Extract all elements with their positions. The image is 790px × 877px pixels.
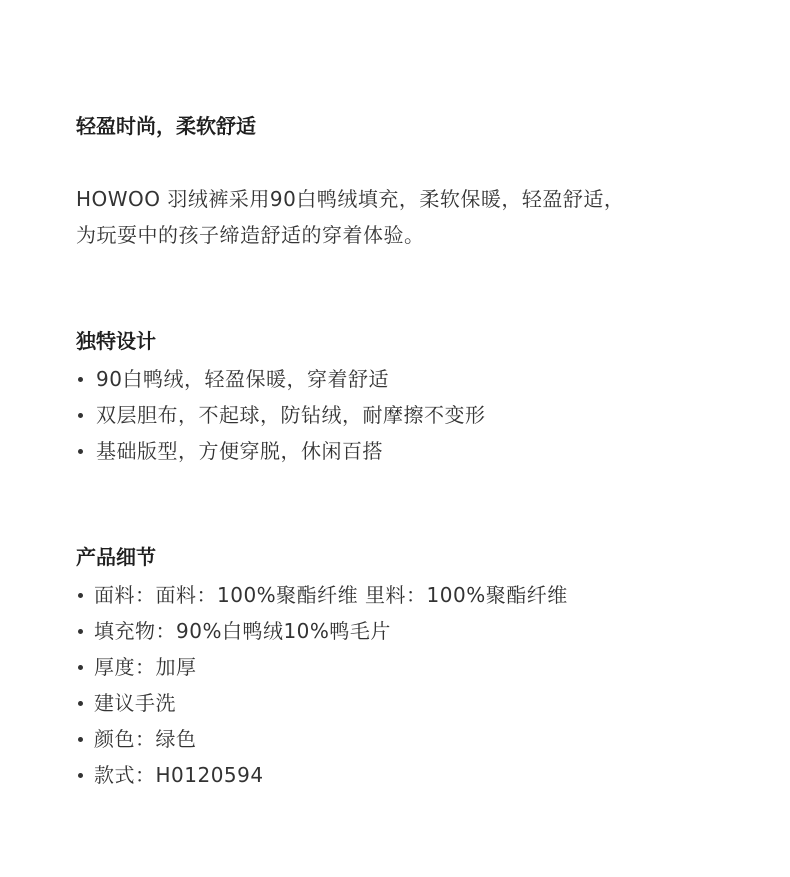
list-item (76, 433, 770, 469)
intro-heading: 轻盈时尚，柔软舒适 (76, 114, 256, 138)
list-item (76, 361, 770, 397)
design-list (76, 361, 770, 469)
design-item-1: 90白鸭绒，轻盈保暖，穿着舒适 (96, 367, 389, 391)
detail-washing: 建议手洗 (94, 691, 176, 715)
bullet-icon (78, 377, 83, 382)
detail-filling: 填充物：90%白鸭绒10%鸭毛片 (94, 619, 391, 643)
intro-line-2: 为玩耍中的孩子缔造舒适的穿着体验。 (76, 223, 425, 247)
list-item (76, 577, 770, 613)
design-section (76, 327, 770, 469)
detail-thickness: 厚度：加厚 (94, 655, 197, 679)
design-item-3: 基础版型，方便穿脱，休闲百搭 (96, 439, 383, 463)
details-list (76, 577, 770, 793)
bullet-icon (78, 593, 83, 598)
bullet-icon (78, 449, 83, 454)
design-item-2: 双层胆布，不起球，防钻绒，耐摩擦不变形 (96, 403, 486, 427)
bullet-icon (78, 665, 83, 670)
list-item (76, 757, 770, 793)
intro-line-1: HOWOO 羽绒裤采用90白鸭绒填充，柔软保暖，轻盈舒适， (76, 187, 625, 211)
list-item (76, 721, 770, 757)
list-item (76, 649, 770, 685)
details-heading: 产品细节 (76, 545, 156, 569)
design-heading: 独特设计 (76, 329, 156, 353)
bullet-icon (78, 629, 83, 634)
bullet-icon (78, 737, 83, 742)
detail-color: 颜色：绿色 (94, 727, 197, 751)
bullet-icon (78, 701, 83, 706)
list-item (76, 613, 770, 649)
list-item (76, 397, 770, 433)
bullet-icon (78, 773, 83, 778)
intro-section (76, 112, 770, 253)
details-section (76, 543, 770, 793)
detail-material: 面料：面料：100%聚酯纤维 里料：100%聚酯纤维 (94, 583, 568, 607)
bullet-icon (78, 413, 83, 418)
spacer (76, 140, 770, 181)
list-item (76, 685, 770, 721)
detail-style: 款式：H0120594 (94, 763, 264, 787)
